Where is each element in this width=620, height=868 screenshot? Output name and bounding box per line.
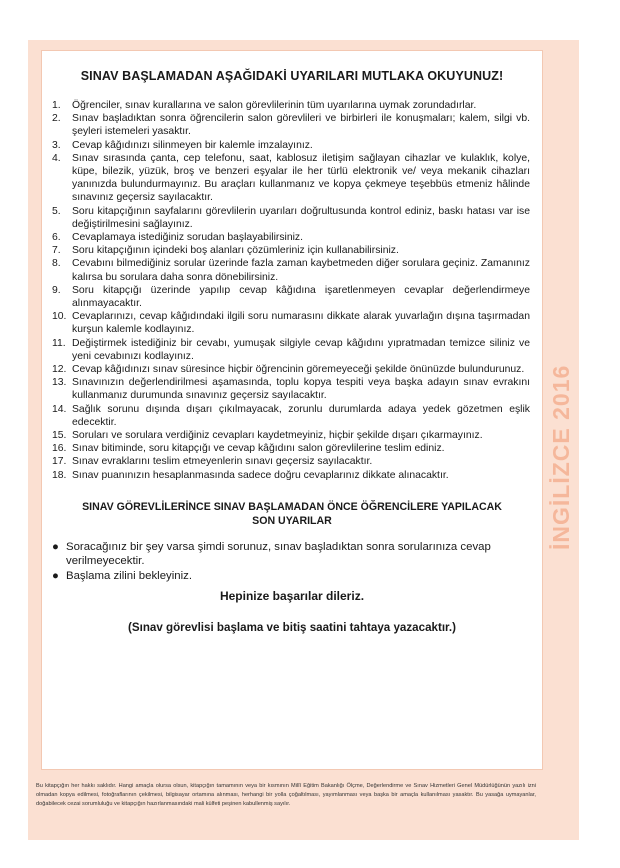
rule-text: Soru kitapçığının içindeki boş alanları çözümleriniz için kullanabilirsiniz. bbox=[72, 245, 399, 257]
rule-text: Sınav başladıktan sonra öğrencilerin salon görevlileri ve birbirleri ile konuşmaları; kalem, silgi vb. şeyleri istemeleri yasaktır. bbox=[72, 113, 530, 138]
rule-text: Cevap kâğıdınızı silinmeyen bir kalemle imzalayınız. bbox=[72, 139, 313, 151]
rule-item bbox=[52, 205, 530, 231]
final-warning-item bbox=[52, 540, 528, 569]
rule-text: Soruları ve sorulara verdiğiniz cevapları kaydetmeyiniz, hiçbir şekilde dışarı çıkarmayınız. bbox=[72, 430, 483, 442]
final-warning-text: Başlama zilini bekleyiniz. bbox=[66, 569, 192, 582]
rule-item bbox=[52, 469, 530, 482]
rule-item bbox=[52, 429, 530, 442]
instruction-panel bbox=[28, 40, 579, 840]
rule-item bbox=[52, 337, 530, 363]
rule-text: Cevabını bilmediğiniz sorular üzerinde fazla zaman kaybetmeden diğer sorulara geçiniz. Zamanınız kalırsa bu sorulara daha sonra dönebilirsiniz. bbox=[72, 258, 530, 283]
subject-year-label: İNGİLİZCE 2016 bbox=[548, 364, 574, 550]
good-luck-message: Hepinize başarılar dileriz. bbox=[219, 589, 365, 604]
rule-item bbox=[52, 257, 530, 283]
rule-text: Soru kitapçığı üzerinde yapılıp cevap kâğıdına işaretlenmeyen cevaplar değerlendirmeye alınmayacaktır. bbox=[72, 284, 530, 310]
rule-text: Değiştirmek istediğiniz bir cevabı, yumuşak silgiyle cevap kâğıdını yıpratmadan temizce siliniz ve yeni cevabınızı kodlayınız. bbox=[72, 337, 530, 362]
rule-number: 9. bbox=[52, 284, 61, 296]
copyright-notice: Bu kitapçığın her hakkı saklıdır. Hangi amaçla olursa olsun, kitapçığın tamamının veya bir kısmının Millî Eğitim Bakanlığı Ölçme, Değerlendirme ve Sınav Hizmetleri Genel Müdürlüğünün yazılı izni olmadan kopya edilmesi, fotoğraflarının çekilmesi, bilgisayar ortamına alınması, herhangi bir yolla çoğaltılması, yayımlanması veya başka bir amaçla kullanılması yasaktır. Bu yasağa uymayanlar, doğabilecek cezai sorumluluğu ve kitapçığın hazırlanmasındaki mali külfeti peşinen kabullenmiş sayılır. bbox=[36, 783, 536, 807]
rules-box bbox=[41, 50, 543, 770]
bullet-icon: ● bbox=[52, 569, 59, 582]
rule-number: 7. bbox=[52, 245, 61, 257]
final-warnings-heading-line2: SON UYARILAR bbox=[252, 514, 332, 527]
rule-text: Öğrenciler, sınav kurallarına ve salon görevlilerinin tüm uyarılarına uymak zorundadırlar. bbox=[72, 100, 477, 111]
rule-text: Sınav sırasında çanta, cep telefonu, saat, kablosuz iletişim sağlayan cihazlar ve kulaklık, kolye, küpe, bilezik, yüzük, broş ve benzeri eşyalar ile her türlü elektronik ve/ veya mekanik cihazları yanınızda bulundurmayınız. Bu araçları kullanmanız ve kopya çekmeye teşebbüs etmeniz hâlinde sınavınız geçersiz sayılacaktır. bbox=[72, 152, 530, 204]
rule-text: Sınavınızın değerlendirilmesi aşamasında, toplu kopya tespiti veya başka adayın sınav evrakını kullanmanız durumunda sınavınız geçersiz sayılacaktır. bbox=[72, 377, 530, 402]
rule-number: 13. bbox=[52, 377, 67, 389]
rule-number: 16. bbox=[52, 443, 67, 455]
rule-item bbox=[52, 403, 530, 429]
rule-number: 15. bbox=[52, 430, 67, 442]
final-warnings-heading-line1: SINAV GÖREVLİLERİNCE SINAV BAŞLAMADAN ÖNCE ÖĞRENCİLERE YAPILACAK bbox=[82, 500, 502, 513]
rule-number: 1. bbox=[52, 100, 61, 111]
rule-number: 8. bbox=[52, 258, 61, 270]
rule-item bbox=[52, 112, 530, 138]
rule-item bbox=[52, 231, 530, 244]
proctor-note: (Sınav görevlisi başlama ve bitiş saatini tahtaya yazacaktır.) bbox=[128, 621, 456, 635]
rule-text: Sağlık sorunu dışında dışarı çıkılmayacak, zorunlu durumlarda adaya yedek gözetmen eşlik edecektir. bbox=[72, 403, 530, 428]
final-warnings-list bbox=[42, 540, 542, 584]
rule-item bbox=[52, 152, 530, 205]
rule-item bbox=[52, 363, 530, 376]
rule-text: Sınav puanınızın hesaplanmasında sadece doğru cevaplarınız dikkate alınacaktır. bbox=[72, 469, 449, 481]
rule-item bbox=[52, 455, 530, 468]
rule-number: 4. bbox=[52, 152, 61, 164]
rule-item bbox=[52, 376, 530, 402]
rule-number: 11. bbox=[52, 337, 66, 349]
rule-text: Cevaplarınızı, cevap kâğıdındaki ilgili soru numarasını dikkate alarak yuvarlağın dışına taşırmadan kurşun kalemle kodlayınız. bbox=[72, 311, 530, 336]
rule-number: 3. bbox=[52, 139, 61, 151]
rule-number: 6. bbox=[52, 232, 61, 244]
rule-number: 17. bbox=[52, 456, 67, 468]
rule-item bbox=[52, 244, 530, 257]
rule-number: 14. bbox=[52, 403, 67, 415]
rule-number: 18. bbox=[52, 469, 67, 481]
rule-item bbox=[52, 442, 530, 455]
final-warnings-heading bbox=[42, 500, 542, 528]
rule-text: Sınav evraklarını teslim etmeyenlerin sınavı geçersiz sayılacaktır. bbox=[72, 456, 373, 468]
rule-text: Sınav bitiminde, soru kitapçığı ve cevap kâğıdını salon görevlilerine teslim ediniz. bbox=[72, 443, 445, 455]
rule-item bbox=[52, 310, 530, 336]
rule-item bbox=[52, 139, 530, 152]
final-warning-text: Soracağınız bir şey varsa şimdi sorunuz, sınav başladıktan sonra sorularınıza cevap verilmeyecektir. bbox=[66, 540, 491, 568]
rule-text: Cevaplamaya istediğiniz sorudan başlayabilirsiniz. bbox=[72, 232, 304, 244]
rule-number: 10. bbox=[52, 311, 67, 323]
rule-text: Soru kitapçığının sayfalarını görevlilerin uyarıları doğrultusunda kontrol ediniz, baskı hatası var ise değiştirilmesini sağlayınız. bbox=[72, 205, 530, 230]
page-title: SINAV BAŞLAMADAN AŞAĞIDAKİ UYARILARI MUTLAKA OKUYUNUZ! bbox=[80, 69, 504, 83]
bullet-icon: ● bbox=[52, 540, 59, 553]
rule-number: 12. bbox=[52, 364, 67, 376]
rule-number: 2. bbox=[52, 113, 61, 125]
rule-item bbox=[52, 99, 530, 112]
rule-item bbox=[52, 284, 530, 310]
final-warning-item bbox=[52, 569, 528, 584]
rule-text: Cevap kâğıdınızı sınav süresince hiçbir öğrencinin göremeyeceği şekilde önünüzde bulundurunuz. bbox=[72, 364, 525, 376]
rule-number: 5. bbox=[52, 205, 61, 217]
rules-list bbox=[42, 99, 542, 482]
